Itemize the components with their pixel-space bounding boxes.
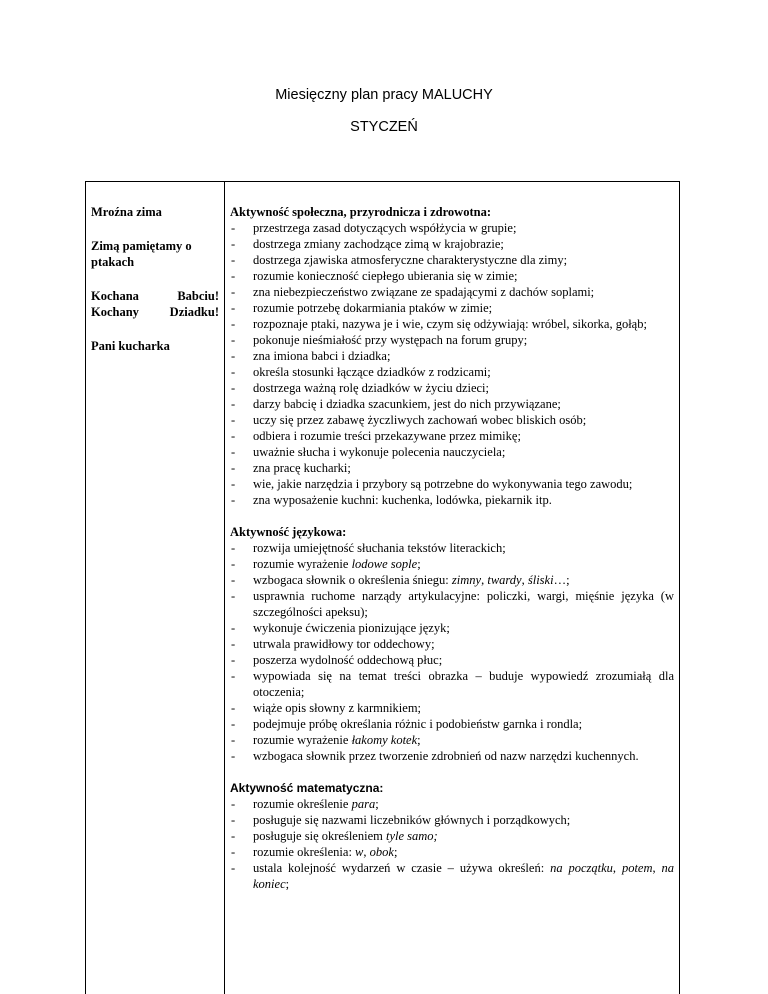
- goal-item: - zna imiona babci i dziadka;: [230, 348, 674, 364]
- topic-label: Zimą pamiętamy o ptakach: [91, 239, 192, 269]
- goal-item: - posługuje się określeniem tyle samo;: [230, 828, 674, 844]
- section-heading-language: Aktywność językowa:: [230, 525, 347, 539]
- plan-table: [85, 181, 680, 994]
- goal-item: - uważnie słucha i wykonuje polecenia nauczyciela;: [230, 444, 674, 460]
- goal-item: - dostrzega ważną rolę dziadków w życiu dzieci;: [230, 380, 674, 396]
- goal-item: - przestrzega zasad dotyczących współżycia w grupie;: [230, 220, 674, 236]
- month-title: STYCZEŃ: [350, 119, 418, 135]
- goal-item: - wie, jakie narzędzia i przybory są potrzebne do wykonywania tego zawodu;: [230, 476, 674, 492]
- goal-item: - rozwija umiejętność słuchania tekstów literackich;: [230, 540, 674, 556]
- goal-item: - utrwala prawidłowy tor oddechowy;: [230, 636, 674, 652]
- goal-item: - rozumie określenie para;: [230, 796, 674, 812]
- goal-item: - wypowiada się na temat treści obrazka – buduje wypowiedź zrozumiałą dla otoczenia;: [230, 668, 674, 700]
- goal-item: - rozumie określenia: w, obok;: [230, 844, 674, 860]
- topic-label: Pani kucharka: [91, 339, 170, 353]
- topic-label: Mroźna zima: [91, 205, 162, 219]
- goal-item: - dostrzega zjawiska atmosferyczne charakterystyczne dla zimy;: [230, 252, 674, 268]
- column-divider: [224, 182, 225, 994]
- goal-item: - podejmuje próbę określania różnic i podobieństw garnka i rondla;: [230, 716, 674, 732]
- goals-list-social: [230, 220, 674, 508]
- goal-item: - zna niebezpieczeństwo związane ze spadającymi z dachów soplami;: [230, 284, 674, 300]
- section-heading-math: Aktywność matematyczna:: [230, 781, 384, 795]
- goal-item: - ustala kolejność wydarzeń w czasie – używa określeń: na początku, potem, na koniec;: [230, 860, 674, 892]
- goal-item: - dostrzega zmiany zachodzące zimą w krajobrazie;: [230, 236, 674, 252]
- goal-item: - określa stosunki łączące dziadków z rodzicami;: [230, 364, 674, 380]
- topics-column: [91, 204, 219, 372]
- goal-item: - wykonuje ćwiczenia pionizujące język;: [230, 620, 674, 636]
- goal-item: - wiąże opis słowny z karmnikiem;: [230, 700, 674, 716]
- goal-item: - poszerza wydolność oddechową płuc;: [230, 652, 674, 668]
- goal-item: - posługuje się nazwami liczebników głównych i porządkowych;: [230, 812, 674, 828]
- goal-item: - wzbogaca słownik przez tworzenie zdrobnień od nazw narzędzi kuchennych.: [230, 748, 674, 764]
- goal-item: - rozumie wyrażenie łakomy kotek;: [230, 732, 674, 748]
- goal-item: - rozumie konieczność ciepłego ubierania się w zimie;: [230, 268, 674, 284]
- section-heading-social: Aktywność społeczna, przyrodnicza i zdrowotna:: [230, 205, 491, 219]
- goals-list-language: [230, 540, 674, 764]
- goal-item: - zna pracę kucharki;: [230, 460, 674, 476]
- goal-item: - usprawnia ruchome narządy artykulacyjne: policzki, wargi, mięśnie języka (w szczególności apeksu);: [230, 588, 674, 620]
- goal-item: - darzy babcię i dziadka szacunkiem, jest do nich przywiązane;: [230, 396, 674, 412]
- goal-item: - odbiera i rozumie treści przekazywane przez mimikę;: [230, 428, 674, 444]
- topic-label: Kochana Babciu! Kochany Dziadku!: [91, 289, 219, 319]
- goals-column: [230, 204, 674, 892]
- goal-item: - rozumie potrzebę dokarmiania ptaków w zimie;: [230, 300, 674, 316]
- goal-item: - wzbogaca słownik o określenia śniegu: zimny, twardy, śliski…;: [230, 572, 674, 588]
- goal-item: - rozumie wyrażenie lodowe sople;: [230, 556, 674, 572]
- goal-item: - rozpoznaje ptaki, nazywa je i wie, czym się odżywiają: wróbel, sikorka, gołąb;: [230, 316, 674, 332]
- goal-item: - pokonuje nieśmiałość przy występach na forum grupy;: [230, 332, 674, 348]
- goals-list-math: [230, 796, 674, 892]
- page-title: Miesięczny plan pracy MALUCHY: [275, 87, 493, 103]
- goal-item: - uczy się przez zabawę życzliwych zachowań wobec bliskich osób;: [230, 412, 674, 428]
- goal-item: - zna wyposażenie kuchni: kuchenka, lodówka, piekarnik itp.: [230, 492, 674, 508]
